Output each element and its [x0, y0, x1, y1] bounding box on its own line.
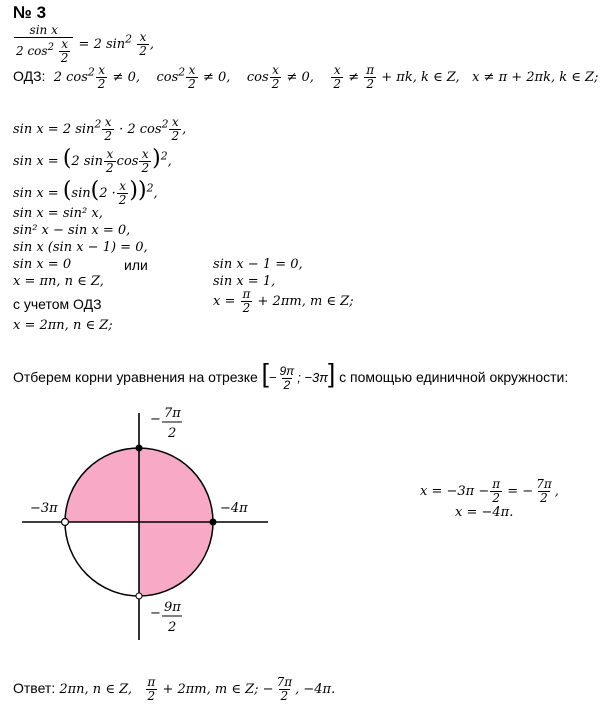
result-line-2: x = −4π.	[455, 505, 514, 520]
step-1: sin x = 2 $\sin^2$ $\frac{x}{2}$ · 2 $\cos^2$ $\frac{x}{2}$ ,	[13, 115, 187, 143]
label-bottom-den: 2	[168, 620, 177, 635]
main-equation: sin x 2 $\cos^2$ $\frac{x}{2}$ = 2 $\sin^2$ $\frac{x}{2}$ ,	[16, 23, 154, 65]
step-10-left: x = 2πn, n ∈ Z;	[13, 318, 113, 333]
step-2: sin x = (2 sin $\frac{x}{2}$ cos $\frac{x}{2}$ )$^2$,	[13, 146, 172, 175]
point-bottom-open	[136, 593, 142, 599]
label-top-num: 7π	[164, 406, 181, 421]
point-left-open	[62, 519, 69, 526]
label-top-den: 2	[168, 426, 177, 441]
step-9-left: с учетом ОДЗ	[13, 296, 102, 312]
point-top	[136, 445, 143, 452]
label-bottom-num: 9π	[164, 600, 181, 615]
step-8-right: sin x = 1,	[213, 274, 276, 289]
step-3: sin x = (sin(2 · $\frac{x}{2}$ ))$^2$,	[13, 178, 158, 207]
result-line-1: x = −3π − $\frac{\pi}{2}$ = − $\frac{7\pi}{2}$ ,	[420, 477, 559, 505]
label-top-minus: −	[150, 412, 161, 427]
label-bottom-minus: −	[150, 606, 161, 621]
step-7-or: или	[124, 257, 148, 273]
shaded-lower-right-quarter	[139, 522, 213, 596]
step-5: sin² x − sin x = 0,	[13, 223, 131, 238]
step-8-left: x = πn, n ∈ Z,	[13, 274, 104, 289]
step-9-right: x = $\frac{\pi}{2}$ + 2πm, m ∈ Z;	[213, 287, 354, 315]
problem-number: № 3	[13, 3, 47, 22]
step-7-right: sin x − 1 = 0,	[213, 257, 303, 272]
step-4: sin x = sin² x,	[13, 206, 103, 221]
label-left: −3π	[30, 501, 58, 516]
segment-sentence: Отберем корни уравнения на отрезке [− $\frac{9\pi}{2}$ ; −3π] с помощью единичной окружности:	[13, 358, 569, 393]
unit-circle-diagram	[0, 395, 290, 655]
lhs-fraction: sin x 2 $\cos^2$ $\frac{x}{2}$	[14, 24, 73, 65]
odz-line: ОДЗ: 2 $\cos^2$ $\frac{x}{2}$ ≠ 0, $\cos^2$ $\frac{x}{2}$ ≠ 0, cos $\frac{x}{2}$ ≠ 0, $\frac{x}{2}$ ≠ $\frac{\pi}{2}$ + πk, k ∈ Z, x ≠ π + 2πk, k ∈ Z;	[13, 63, 599, 91]
answer-line: Ответ: 2πn, n ∈ Z, $\frac{\pi}{2}$ + 2πm, m ∈ Z; − $\frac{7\pi}{2}$ , −4π.	[13, 675, 336, 703]
label-right: −4π	[220, 501, 248, 516]
step-7-left: sin x = 0	[13, 257, 72, 272]
point-right	[210, 519, 217, 526]
step-6: sin x (sin x − 1) = 0,	[13, 240, 148, 255]
